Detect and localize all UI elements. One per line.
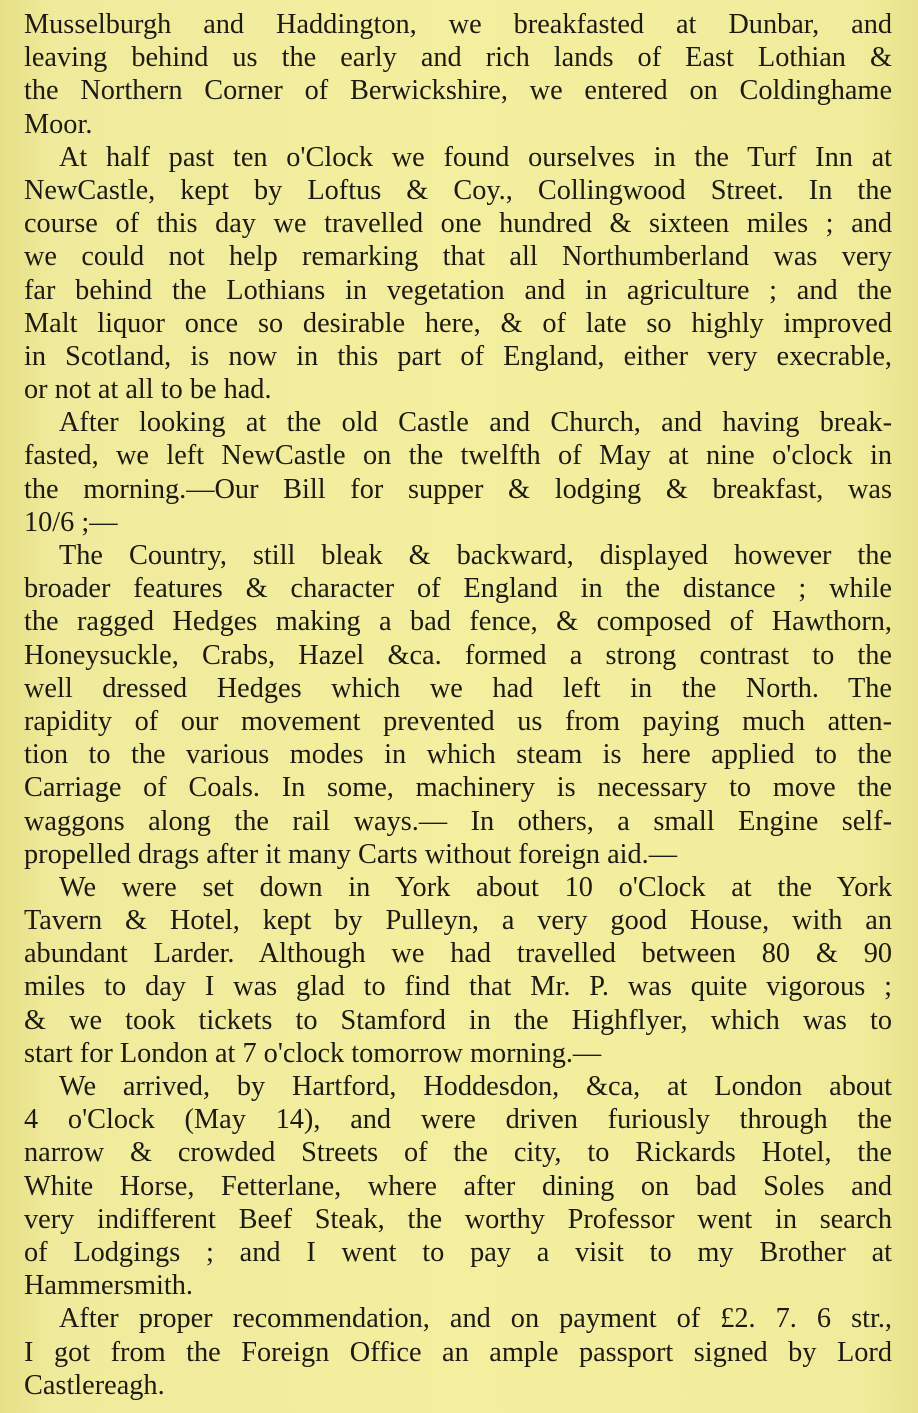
text-line: Hammersmith.: [24, 1270, 193, 1302]
text-line: in Scotland, is now in this part of England, either very execrable,: [24, 340, 892, 372]
text-line: we could not help remarking that all Northumberland was very: [24, 241, 892, 273]
text-line: 10/6 ;—: [24, 506, 118, 538]
text-line: Honeysuckle, Crabs, Hazel &ca. formed a strong contrast to the: [24, 639, 892, 671]
paragraph: [24, 1070, 892, 1302]
text-line: or not at all to be had.: [24, 374, 272, 406]
text-line: The Country, still bleak & backward, displayed however the: [59, 540, 892, 571]
text-line: White Horse, Fetterlane, where after dining on bad Soles and: [24, 1170, 892, 1202]
text-line: the Northern Corner of Berwickshire, we entered on Coldinghame: [24, 75, 892, 107]
text-line: start for London at 7 o'clock tomorrow morning.—: [24, 1037, 602, 1069]
text-line: fasted, we left NewCastle on the twelfth of May at nine o'clock in: [24, 440, 892, 472]
text-line: Moor.: [24, 108, 93, 140]
text-line: Tavern & Hotel, kept by Pulleyn, a very good House, with an: [24, 905, 892, 937]
text-line: the morning.—Our Bill for supper & lodging & breakfast, was: [24, 473, 892, 505]
paragraph: [24, 141, 892, 407]
text-line: At half past ten o'Clock we found ourselves in the Turf Inn at: [59, 141, 892, 173]
paragraph: [24, 539, 892, 871]
text-line: After looking at the old Castle and Church, and having break-: [59, 407, 892, 439]
paragraph: [24, 406, 892, 539]
text-line: far behind the Lothians in vegetation and in agriculture ; and the: [24, 274, 892, 306]
text-line: tion to the various modes in which steam is here applied to the: [24, 739, 892, 771]
text-line: waggons along the rail ways.— In others, a small Engine self-: [24, 805, 892, 837]
paragraph: [24, 871, 892, 1070]
text-line: broader features & character of England in the distance ; while: [24, 573, 892, 605]
text-line: & we took tickets to Stamford in the Highflyer, which was to: [24, 1004, 892, 1036]
text-line: 4 o'Clock (May 14), and were driven furiously through the: [24, 1104, 892, 1136]
text-line: very indifferent Beef Steak, the worthy Professor went in search: [24, 1203, 892, 1235]
text-line: I got from the Foreign Office an ample passport signed by Lord: [24, 1336, 892, 1368]
paragraph: [24, 1302, 892, 1402]
text-line: Castlereagh.: [24, 1369, 165, 1401]
text-line: rapidity of our movement prevented us from paying much atten-: [24, 705, 892, 737]
text-line: of Lodgings ; and I went to pay a visit to my Brother at: [24, 1236, 892, 1268]
text-line: Malt liquor once so desirable here, & of late so highly improved: [24, 307, 892, 339]
text-line: Musselburgh and Haddington, we breakfasted at Dunbar, and: [24, 9, 892, 40]
text-line: abundant Larder. Although we had travelled between 80 & 90: [24, 938, 892, 970]
text-line: We arrived, by Hartford, Hoddesdon, &ca, at London about: [59, 1071, 892, 1102]
text-line: We were set down in York about 10 o'Clock at the York: [59, 871, 892, 903]
text-line: narrow & crowded Streets of the city, to Rickards Hotel, the: [24, 1137, 892, 1169]
text-line: After proper recommendation, and on payment of £2. 7. 6 str.,: [59, 1303, 892, 1335]
text-line: NewCastle, kept by Loftus & Coy., Collingwood Street. In the: [24, 174, 892, 206]
text-line: leaving behind us the early and rich lands of East Lothian &: [24, 42, 892, 74]
book-page-text: [24, 8, 892, 1402]
text-line: the ragged Hedges making a bad fence, & composed of Hawthorn,: [24, 606, 892, 638]
text-line: course of this day we travelled one hundred & sixteen miles ; and: [24, 208, 892, 240]
text-line: propelled drags after it many Carts without foreign aid.—: [24, 838, 678, 870]
paragraph: [24, 8, 892, 141]
text-line: Carriage of Coals. In some, machinery is necessary to move the: [24, 772, 892, 804]
text-line: well dressed Hedges which we had left in the North. The: [24, 672, 892, 704]
text-line: miles to day I was glad to find that Mr. P. was quite vigorous ;: [24, 971, 892, 1003]
